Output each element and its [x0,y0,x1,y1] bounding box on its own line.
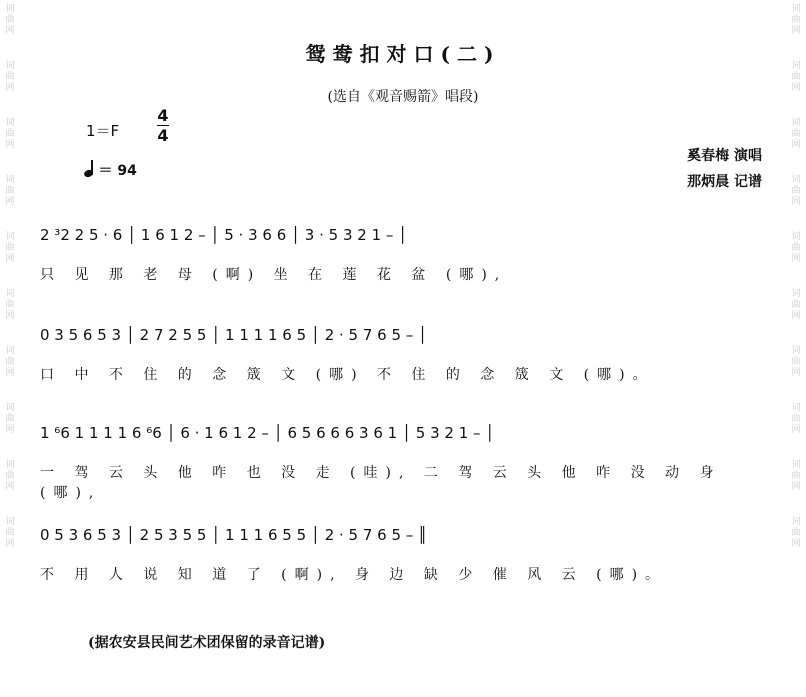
meter-top: 4 [157,106,169,125]
lyrics-row: 只 见 那 老 母 (啊) 坐 在 莲 花 盆 (哪), [40,267,508,283]
tempo-marking [84,160,137,180]
watermark-glyphs: 词 曲 网 [5,232,15,264]
notation-row: 1 ⁶6 1 1 1 1 6 ⁶6 │ 6 · 1 6 1 2 – │ 6 5 6 6 6 3 6 1 │ 5 3 2 1 – │ [40,424,495,442]
watermark-glyphs: 词 曲 网 [5,403,15,435]
watermark-glyphs: 词 曲 网 [5,118,15,150]
watermark-glyphs: 词 曲 网 [791,403,801,435]
watermark-glyphs: 词 曲 网 [791,517,801,549]
transcriber-credit: 那炳晨 记谱 [687,174,762,190]
meter-bottom: 4 [157,126,169,145]
time-signature [157,107,169,144]
watermark-glyphs: 词 曲 网 [5,289,15,321]
notation-row: 0 5 3 6 5 3 │ 2 5 3 5 5 │ 1 1 1 6 5 5 │ 2 · 5 7 6 5 – ║ [40,526,428,544]
singer-credit: 奚春梅 演唱 [687,148,762,164]
subtitle: (选自《观音赐箭》唱段) [327,89,479,105]
watermark-glyphs: 词 曲 网 [791,4,801,36]
watermark-glyphs: 词 曲 网 [791,346,801,378]
watermark-glyphs: 词 曲 网 [5,460,15,492]
watermark-glyphs: 词 曲 网 [791,61,801,93]
watermark-glyphs: 词 曲 网 [791,289,801,321]
footnote: (据农安县民间艺术团保留的录音记谱) [88,635,326,651]
notation-row: 2 ³2 2 5 · 6 │ 1 6 1 2 – │ 5 · 3 6 6 │ 3 · 5 3 2 1 – │ [40,226,408,244]
lyrics-row: 口 中 不 住 的 念 筬 文 (哪) 不 住 的 念 筬 文 (哪)。 [40,367,655,383]
lyrics-row: 不 用 人 说 知 道 了 (啊), 身 边 缺 少 催 风 云 (哪)。 [40,567,668,583]
watermark-glyphs: 词 曲 网 [5,61,15,93]
watermark-glyphs: 词 曲 网 [791,175,801,207]
watermark-glyphs: 词 曲 网 [5,4,15,36]
page-title: 鸳鸯扣对口(二) [305,42,501,66]
watermark-glyphs: 词 曲 网 [5,175,15,207]
watermark-glyphs: 词 曲 网 [791,460,801,492]
watermark-glyphs: 词 曲 网 [5,517,15,549]
tempo-value: ＝ 94 [98,163,137,179]
notation-row: 0 3 5 6 5 3 │ 2 7 2 5 5 │ 1 1 1 1 6 5 │ 2 · 5 7 6 5 – │ [40,326,428,344]
watermark-glyphs: 词 曲 网 [791,118,801,150]
watermark-glyphs: 词 曲 网 [791,232,801,264]
watermark-glyphs: 词 曲 网 [5,346,15,378]
quarter-note-icon [83,169,94,179]
key-signature: 1＝F [86,122,120,140]
credits [687,143,762,195]
lyrics-row: 一 驾 云 头 他 咋 也 没 走 (哇), 二 驾 云 头 他 咋 没 动 身 (哪), [40,465,722,501]
